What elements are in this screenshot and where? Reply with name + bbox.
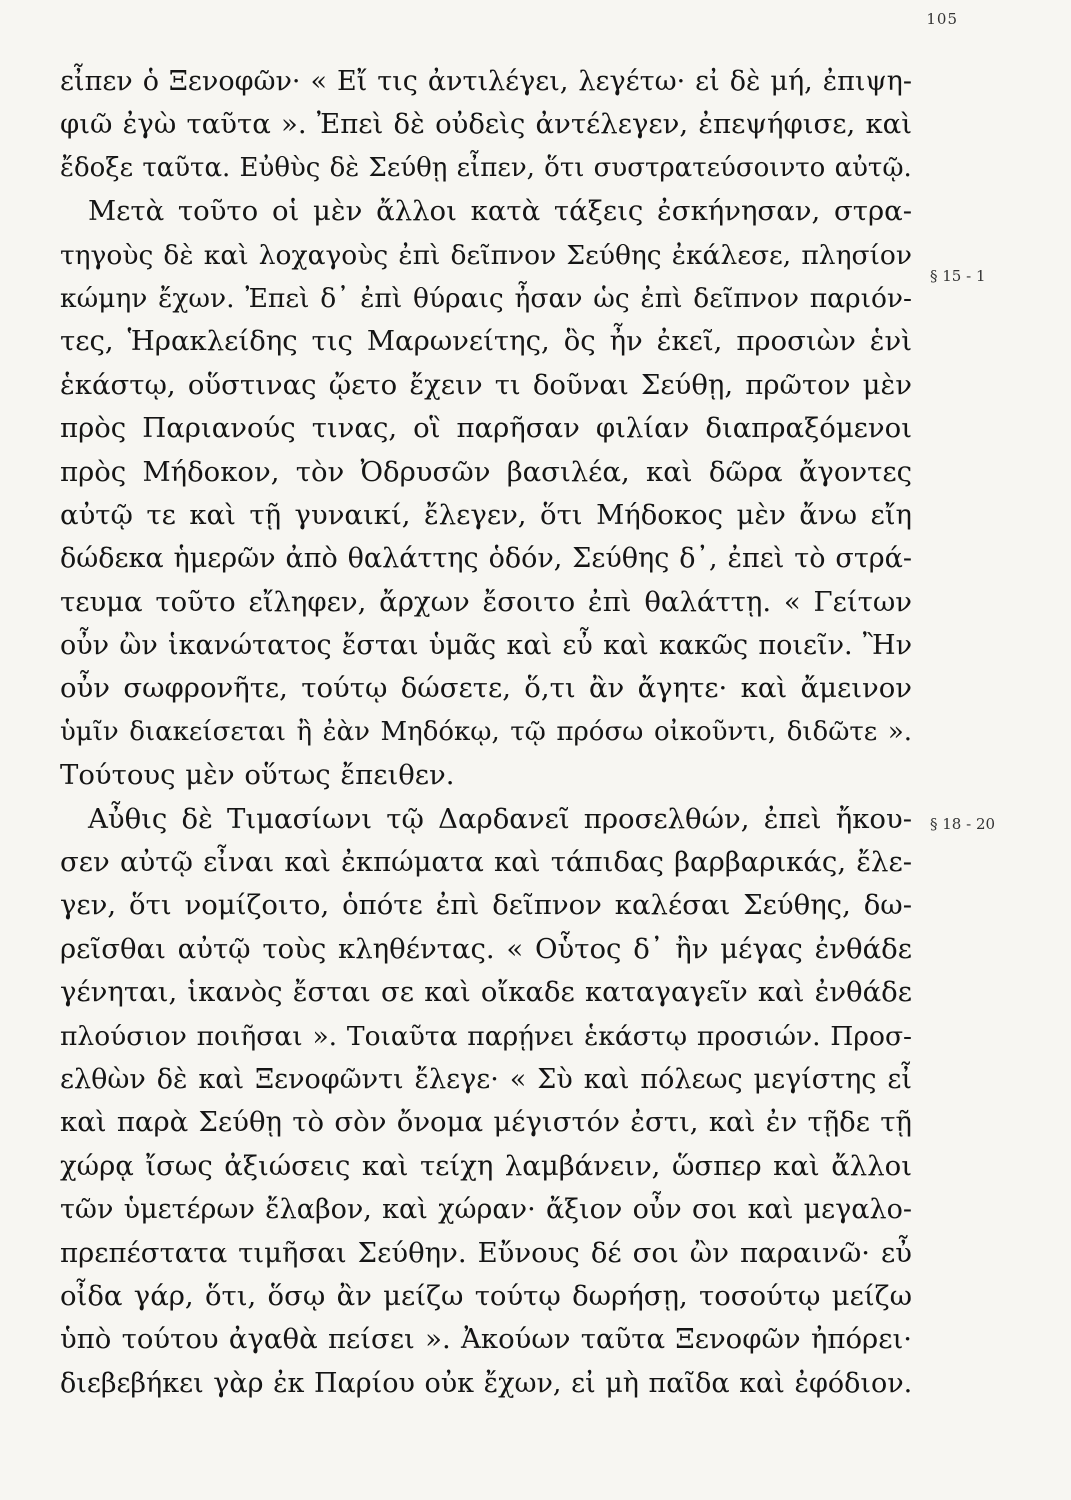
text-line: σεν αὐτῷ εἶναι καὶ ἐκπώματα καὶ τάπιδας βαρβαρικάς, ἔλε-: [60, 846, 912, 879]
text-line: δώδεκα ἡμερῶν ἀπὸ θαλάττης ὁδόν, Σεύθης δ᾽, ἐπεὶ τὸ στρά-: [60, 543, 912, 575]
text-line: τηγοὺς δὲ καὶ λοχαγοὺς ἐπὶ δεῖπνον Σεύθης ἐκάλεσε, πλησίον: [60, 239, 912, 271]
body-text: [60, 60, 912, 1405]
text-line: ρεῖσθαι αὐτῷ τοὺς κληθέντας. « Οὗτος δ᾽ ἢν μέγας ἐνθάδε: [60, 932, 912, 965]
text-line: πρὸς Μήδοκον, τὸν Ὀδρυσῶν βασιλέα, καὶ δῶρα ἄγοντες: [60, 455, 912, 488]
text-line: τῶν ὑμετέρων ἔλαβον, καὶ χώραν· ἄξιον οὖν σοι καὶ μεγαλο-: [60, 1194, 912, 1226]
text-line: ὑμῖν διακείσεται ἢ ἐὰν Μηδόκῳ, τῷ πρόσω οἰκοῦντι, διδῶτε ».: [60, 716, 912, 747]
text-line: Αὖθις δὲ Τιμασίωνι τῷ Δαρδανεῖ προσελθών, ἐπεὶ ἤκου-: [88, 802, 912, 835]
text-line: ἔδοξε ταῦτα. Εὐθὺς δὲ Σεύθῃ εἶπεν, ὅτι συστρατεύσοιντο αὐτῷ.: [60, 152, 912, 183]
text-line: πλούσιον ποιῆσαι ». Τοιαῦτα παρῄνει ἑκάστῳ προσιών. Προσ-: [60, 1020, 912, 1052]
text-line: πρεπέστατα τιμῆσαι Σεύθην. Εὔνους δέ σοι ὢν παραινῶ· εὖ: [60, 1236, 912, 1269]
text-line: εἶπεν ὁ Ξενοφῶν· « Εἴ τις ἀντιλέγει, λεγέτω· εἰ δὲ μή, ἐπιψη-: [60, 66, 912, 97]
text-line: κώμην ἔχων. Ἐπεὶ δ᾽ ἐπὶ θύραις ἦσαν ὡς ἐπὶ δεῖπνον παριόν-: [60, 282, 912, 314]
text-line: διεβεβήκει γὰρ ἐκ Παρίου οὐκ ἔχων, εἰ μὴ παῖδα καὶ ἐφόδιον.: [60, 1367, 913, 1399]
margin-section-note: § 15 - 1: [930, 267, 986, 285]
text-line: αὐτῷ τε καὶ τῇ γυναικί, ἔλεγεν, ὅτι Μήδοκος μὲν ἄνω εἴη: [60, 498, 912, 531]
text-line: Μετὰ τοῦτο οἱ μὲν ἄλλοι κατὰ τάξεις ἐσκήνησαν, στρα-: [88, 195, 912, 228]
text-line: φιῶ ἐγὼ ταῦτα ». Ἐπεὶ δὲ οὐδεὶς ἀντέλεγεν, ἐπεψήφισε, καὶ: [60, 108, 912, 141]
text-line: οὖν σωφρονῆτε, τούτῳ δώσετε, ὅ,τι ἂν ἄγητε· καὶ ἄμεινον: [60, 672, 912, 705]
page-number: 105: [926, 10, 958, 28]
text-line: καὶ παρὰ Σεύθῃ τὸ σὸν ὄνομα μέγιστόν ἐστι, καὶ ἐν τῇδε τῇ: [60, 1106, 912, 1139]
text-line: γένηται, ἱκανὸς ἔσται σε καὶ οἴκαδε καταγαγεῖν καὶ ἐνθάδε: [60, 976, 912, 1009]
text-line: τευμα τοῦτο εἴληφεν, ἄρχων ἔσοιτο ἐπὶ θαλάττῃ. « Γείτων: [60, 585, 912, 618]
text-line: ελθὼν δὲ καὶ Ξενοφῶντι ἔλεγε· « Σὺ καὶ πόλεως μεγίστης εἶ: [60, 1063, 912, 1095]
text-line: ἑκάστῳ, οὕστινας ᾤετο ἔχειν τι δοῦναι Σεύθῃ, πρῶτον μὲν: [60, 368, 912, 401]
text-line: τες, Ἡρακλείδης τις Μαρωνείτης, ὃς ἦν ἐκεῖ, προσιὼν ἑνὶ: [60, 325, 912, 358]
text-line: γεν, ὅτι νομίζοιτο, ὁπότε ἐπὶ δεῖπνον καλέσαι Σεύθης, δω-: [60, 889, 912, 922]
text-line: Τούτους μὲν οὕτως ἔπειθεν.: [60, 759, 455, 792]
text-line: πρὸς Παριανούς τινας, οἳ παρῆσαν φιλίαν διαπραξόμενοι: [60, 412, 912, 445]
text-line: οὖν ὢν ἱκανώτατος ἔσται ὑμᾶς καὶ εὖ καὶ κακῶς ποιεῖν. Ἢν: [60, 630, 912, 662]
text-line: ὑπὸ τούτου ἀγαθὰ πείσει ». Ἀκούων ταῦτα Ξενοφῶν ἠπόρει·: [60, 1323, 912, 1356]
text-line: οἶδα γάρ, ὅτι, ὅσῳ ἂν μείζω τούτῳ δωρήσῃ, τοσούτῳ μείζω: [60, 1279, 912, 1312]
text-line: χώρᾳ ἴσως ἀξιώσεις καὶ τείχη λαμβάνειν, ὥσπερ καὶ ἄλλοι: [60, 1149, 912, 1182]
margin-section-note: § 18 - 20: [930, 815, 996, 833]
